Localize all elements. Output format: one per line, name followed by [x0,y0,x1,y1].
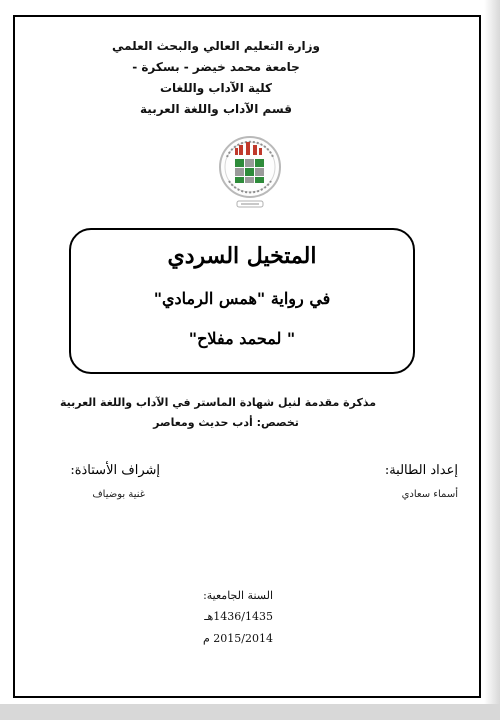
ministry-name: وزارة التعليم العالي والبحث العلمي [111,39,321,53]
thesis-subtitle-author: " لمحمد مفلاح" [188,329,296,348]
student-label: إعداد الطالبة: [384,463,458,478]
department-name: قسم الآداب واللغة العربية [140,102,292,116]
academic-year-label: السنة الجامعية: [203,589,273,602]
specialization: تخصص: أدب حديث ومعاصر [153,416,299,429]
faculty-name: كلية الآداب واللغات [159,81,273,95]
student-name: أسماء سعادي [401,489,458,500]
academic-year-block [203,586,273,650]
supervisor-name: غنية بوضياف [92,489,145,500]
institution-header [86,36,346,120]
degree-statement: مذكرة مقدمة لنيل شهادة الماستر في الآداب واللغة العربية [59,396,376,409]
academic-year-gregorian: 2015/2014 م [202,632,273,645]
thesis-subtitle-novel: في رواية "همس الرمادي" [153,289,331,308]
supervisor-label: إشراف الأستاذة: [70,463,160,478]
thesis-description [59,393,376,433]
thesis-title-box [69,228,415,374]
page-shadow-bottom [0,704,500,720]
thesis-title: المتخيل السردي [167,243,317,269]
page-shadow-right [484,0,500,720]
academic-year-hijri: 1436/1435هـ [204,610,273,623]
university-name: جامعة محمد خيضر - بسكرة - [132,60,300,74]
university-seal-icon [217,129,283,217]
